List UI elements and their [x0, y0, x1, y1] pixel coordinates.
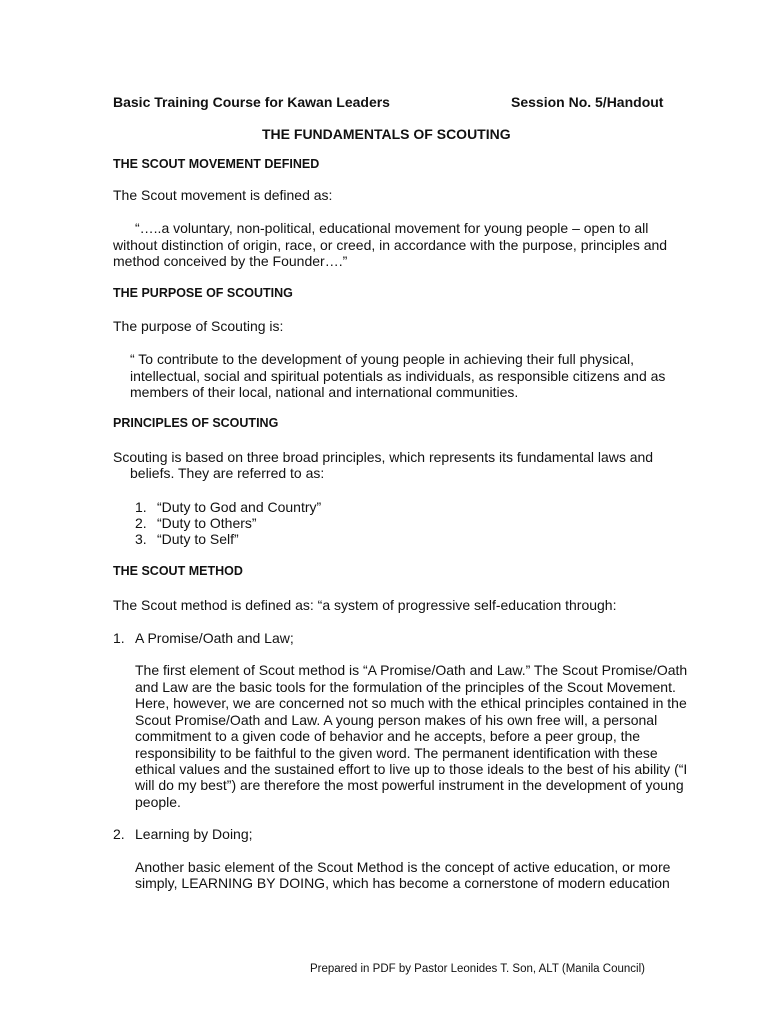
list-item-title: A Promise/Oath and Law; — [135, 630, 294, 646]
quote-line: “ To contribute to the development of young people in achieving their full physical, — [130, 351, 635, 367]
paragraph-line: and Law are the basic tools for the formulation of the principles of the Scout Movement. — [135, 679, 676, 695]
section-heading-purpose: THE PURPOSE OF SCOUTING — [113, 286, 293, 300]
session-label: Session No. 5/Handout — [511, 94, 664, 110]
paragraph-line: ethical values and the sustained effort to live up to those ideals to the best of his ability (“I — [135, 761, 688, 777]
section-intro: Scouting is based on three broad principles, which represents its fundamental laws and — [113, 449, 654, 465]
paragraph-line: Another basic element of the Scout Method is the concept of active education, or more — [135, 859, 671, 875]
quote-line: members of their local, national and international communities. — [130, 384, 519, 400]
quote-line: intellectual, social and spiritual potentials as individuals, as responsible citizens and as — [130, 368, 666, 384]
paragraph-line: people. — [135, 794, 181, 810]
quote-line: “…..a voluntary, non-political, educational movement for young people – open to all — [135, 220, 649, 236]
paragraph-line: simply, LEARNING BY DOING, which has become a cornerstone of modern education — [135, 875, 670, 891]
section-intro: beliefs. They are referred to as: — [130, 465, 325, 481]
list-item: “Duty to God and Country” — [157, 499, 322, 515]
document-title: THE FUNDAMENTALS OF SCOUTING — [262, 126, 511, 142]
list-item-number: 1. — [135, 499, 147, 515]
list-item-title: Learning by Doing; — [135, 826, 253, 842]
section-heading-movement: THE SCOUT MOVEMENT DEFINED — [113, 157, 320, 171]
quote-line: without distinction of origin, race, or creed, in accordance with the purpose, principles and — [113, 237, 668, 253]
course-title: Basic Training Course for Kawan Leaders — [113, 94, 390, 110]
list-item-number: 2. — [113, 826, 125, 842]
list-item-number: 1. — [113, 630, 125, 646]
section-intro: The purpose of Scouting is: — [113, 318, 284, 334]
paragraph-line: will do my best”) are therefore the most powerful instrument in the development of young — [135, 777, 684, 793]
list-item-number: 2. — [135, 515, 147, 531]
paragraph-line: The first element of Scout method is “A Promise/Oath and Law.” The Scout Promise/Oath — [135, 662, 688, 678]
list-item-number: 3. — [135, 531, 147, 547]
paragraph-line: Scout Promise/Oath and Law. A young person makes of his own free will, a personal — [135, 712, 658, 728]
paragraph-line: responsibility to be faithful to the given word. The permanent identification with these — [135, 745, 658, 761]
section-heading-method: THE SCOUT METHOD — [113, 564, 243, 578]
list-item: “Duty to Self” — [157, 531, 239, 547]
quote-line: method conceived by the Founder….” — [113, 253, 348, 269]
section-heading-principles: PRINCIPLES OF SCOUTING — [113, 416, 279, 430]
list-item: “Duty to Others” — [157, 515, 257, 531]
paragraph-line: Here, however, we are concerned not so much with the ethical principles contained in the — [135, 695, 687, 711]
paragraph-line: commitment to a given code of behavior and he accepts, before a peer group, the — [135, 728, 641, 744]
section-intro: The Scout movement is defined as: — [113, 187, 333, 203]
footer-credit: Prepared in PDF by Pastor Leonides T. Son, ALT (Manila Council) — [310, 963, 645, 975]
section-intro: The Scout method is defined as: “a system of progressive self-education through: — [113, 597, 617, 613]
